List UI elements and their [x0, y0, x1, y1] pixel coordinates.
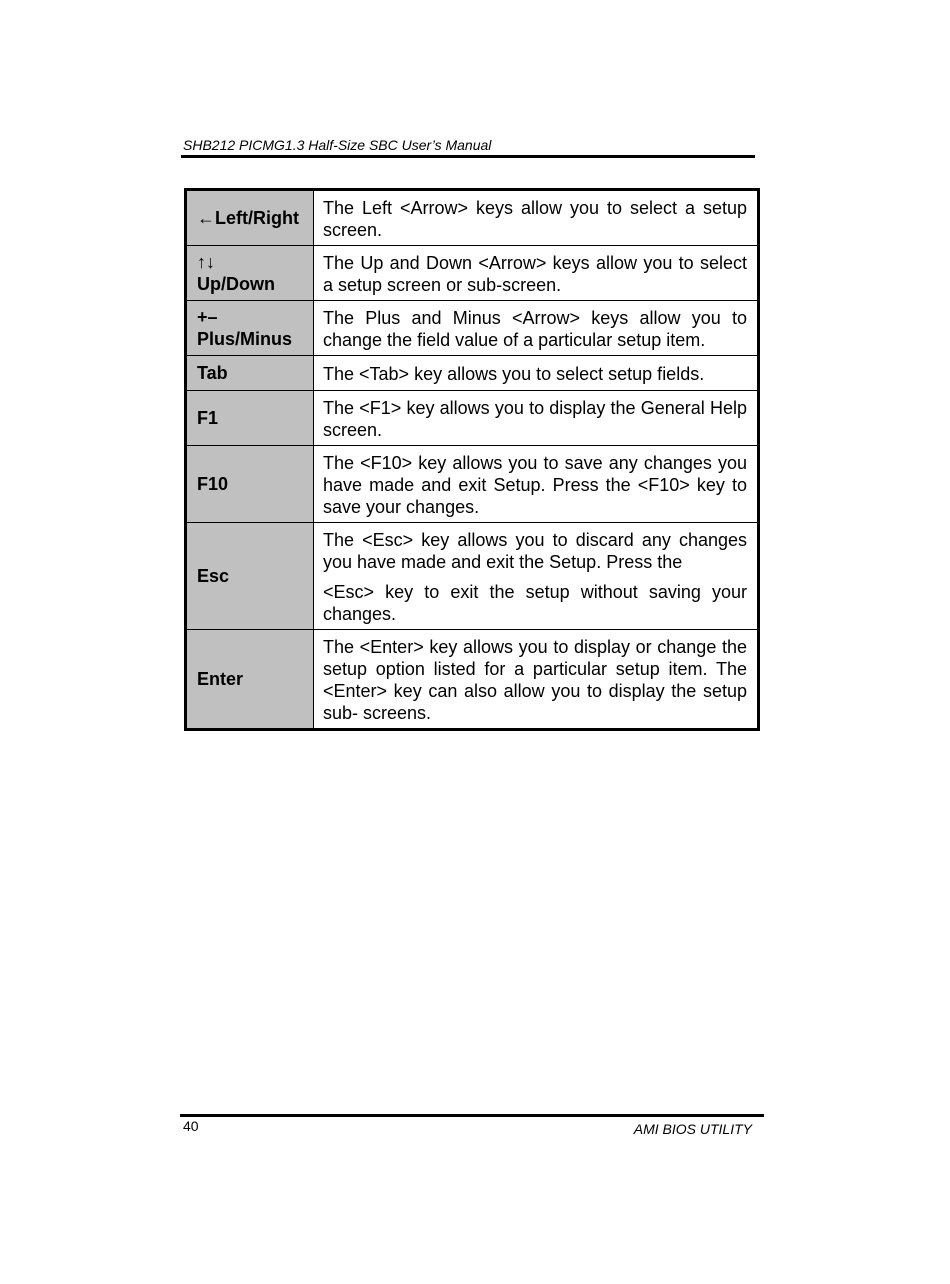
key-label: ←Left/Right: [197, 208, 299, 228]
key-reference-table: [184, 188, 760, 731]
key-description: The Left <Arrow> keys allow you to select a setup screen.: [323, 198, 747, 240]
key-label: Up/Down: [197, 274, 275, 294]
footer-rule: [180, 1114, 764, 1117]
description-cell: [314, 523, 759, 630]
plus-minus-symbol: +–: [197, 307, 218, 327]
description-cell: [314, 630, 759, 730]
table-row: [186, 356, 759, 391]
description-cell: [314, 446, 759, 523]
description-cell: [314, 301, 759, 356]
key-cell: [186, 630, 314, 730]
description-cell: [314, 246, 759, 301]
key-cell: [186, 446, 314, 523]
key-cell: [186, 190, 314, 246]
key-description: The <F10> key allows you to save any changes you have made and exit Setup. Press the <F10> key to save your changes.: [323, 453, 747, 517]
arrow-keys-symbol: ↑↓: [197, 252, 215, 272]
key-cell: [186, 523, 314, 630]
key-description: The Plus and Minus <Arrow> keys allow you to change the field value of a particular setup item.: [323, 308, 747, 350]
description-cell: [314, 190, 759, 246]
table-row: [186, 190, 759, 246]
key-label: Esc: [197, 566, 230, 586]
key-cell: [186, 301, 314, 356]
table-row: [186, 301, 759, 356]
key-cell: [186, 246, 314, 301]
table-row: [186, 446, 759, 523]
header-rule: [181, 155, 755, 158]
key-description: <Esc> key to exit the setup without saving your changes.: [323, 582, 747, 624]
key-label: F10: [197, 474, 229, 494]
key-label: Enter: [197, 669, 244, 689]
running-footer: AMI BIOS UTILITY: [633, 1121, 752, 1137]
key-label: Tab: [197, 363, 228, 383]
key-description: The <Tab> key allows you to select setup fields.: [323, 364, 705, 384]
table-row: [186, 391, 759, 446]
table-row: [186, 630, 759, 730]
description-cell: [314, 391, 759, 446]
page-number: 40: [183, 1118, 199, 1134]
key-description: The <F1> key allows you to display the General Help screen.: [323, 398, 747, 440]
key-label: Plus/Minus: [197, 329, 293, 349]
table-row: [186, 523, 759, 630]
table-row: [186, 246, 759, 301]
key-cell: [186, 356, 314, 391]
key-cell: [186, 391, 314, 446]
key-description: The Up and Down <Arrow> keys allow you to select a setup screen or sub-screen.: [323, 253, 747, 295]
key-description: The <Esc> key allows you to discard any changes you have made and exit the Setup. Press the: [323, 530, 747, 572]
key-description: The <Enter> key allows you to display or change the setup option listed for a particular setup item. The <Enter> key can also allow you to display the setup sub- screens.: [323, 637, 747, 723]
running-header: SHB212 PICMG1.3 Half-Size SBC User’s Manual: [183, 137, 492, 153]
key-label: F1: [197, 408, 219, 428]
description-cell: [314, 356, 759, 391]
